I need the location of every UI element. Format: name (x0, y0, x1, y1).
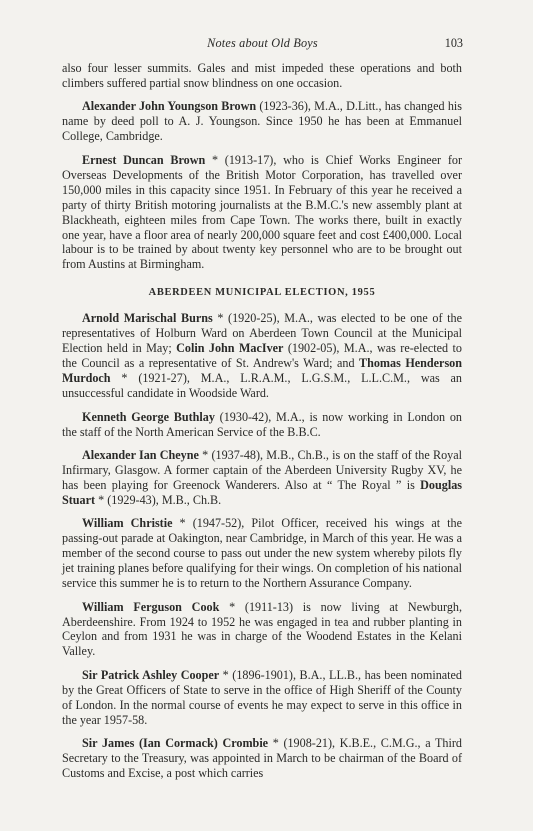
entry-cooper (62, 668, 462, 728)
entry-text: * (1921-27), M.A., L.R.A.M., L.G.S.M., L.L.C.M., was an unsuccessful candidate in Woodside Ward. (62, 371, 462, 401)
entry-text: * (1913-17), who is Chief Works Engineer for Overseas Developments of the British Motor Corporation, has travelled over 150,000 miles in this capacity since 1951. In February of this year he received a party of thirty British motoring journalists at the B.M.C.'s new assembly plant at Blackheath, eighteen miles from Cape Town. The works there, built in exactly one year, have a floor area of nearly 200,000 square feet and cost £400,000. Local labour is to be trained by about twenty key personnel who are to be brought out from Austins at Birmingham. (62, 152, 462, 272)
entry-text: (1923-36), M.A., D.Litt., has changed his name by deed poll to A. J. Youngson. Since 1950 he has been at Emmanuel College, Cambridge. (62, 99, 462, 144)
entry-text: * (1896-1901), B.A., LL.B., has been nominated by the Great Officers of State to serve in the office of High Sheriff of the County of London. In the normal course of events he may expect to serve in this office in the year 1957-58. (62, 667, 462, 727)
person-name: Ernest Duncan Brown (82, 152, 206, 167)
person-name: Kenneth George Buthlay (82, 409, 215, 424)
person-name: Alexander Ian Cheyne (82, 447, 199, 462)
section-heading: ABERDEEN MUNICIPAL ELECTION, 1955 (148, 287, 376, 299)
person-name: Arnold Marischal Burns (82, 311, 213, 326)
person-name: Alexander John Youngson Brown (82, 99, 257, 114)
entry-buthlay (62, 410, 462, 440)
entry-text: (1930-42), M.A., is now working in London on the staff of the North American Service of the B.B.C. (62, 409, 463, 439)
entry-brown-ed (62, 153, 462, 273)
person-name: Douglas Stuart (62, 477, 462, 507)
entry-brown-ajy (62, 99, 462, 144)
entry-christie (62, 516, 462, 591)
page-body (62, 61, 462, 790)
entry-text: (1902-05), M.A., was re-elected to the Council as a representative of St. Andrew's Ward; and (62, 341, 462, 371)
entry-election (62, 311, 462, 401)
person-name: William Ferguson Cook (82, 599, 220, 614)
entry-crombie (62, 736, 462, 781)
entry-text: * (1908-21), K.B.E., C.M.G., a Third Secretary to the Treasury, was appointed in March to be chairman of the Board of Customs and Excise, a post which carries (62, 736, 462, 781)
paragraph-text: also four lesser summits. Gales and mist impeded these operations and both climbers suffered partial snow blindness on one occasion. (62, 61, 462, 90)
entry-text: * (1937-48), M.B., Ch.B., is on the staff of the Royal Infirmary, Glasgow. A former captain of the Aberdeen University Rugby XV, he has been playing for Greenock Wanderers. Also at “ The Royal ” is (62, 447, 463, 492)
person-name: William Christie (82, 516, 173, 531)
person-name: Sir Patrick Ashley Cooper (82, 667, 220, 682)
entry-text: * (1920-25), M.A., was elected to be one of the representatives of Holburn Ward on Aberdeen Town Council at the Municipal Election held in May; (62, 311, 462, 356)
entry-cook (62, 600, 462, 660)
entry-text: * (1947-52), Pilot Officer, received his wings at the passing-out parade at Oakington, near Cambridge, in March of this year. He was a member of the second course to pass out under the new system whereby pilots fly jet training planes before qualifying for their wings. On completion of his national service this summer he is to return to the Northern Assurance Company. (62, 516, 462, 591)
entry-text: * (1929-43), M.B., Ch.B. (95, 492, 222, 507)
page-number: 103 (444, 36, 463, 50)
paragraph-continuation (62, 61, 462, 91)
page-header (62, 36, 463, 54)
person-name: Sir James (Ian Cormack) Crombie (82, 736, 269, 751)
person-name: Thomas Henderson Murdoch (62, 356, 462, 386)
entry-text: * (1911-13) is now living at Newburgh, Aberdeenshire. From 1924 to 1952 he was engaged in tea and rubber planting in Ceylon and from 1931 he was in charge of the Woodend Estates in the Kelani Valley. (62, 599, 463, 659)
person-name: Colin John MacIver (176, 341, 284, 356)
entry-cheyne (62, 448, 462, 508)
running-head: Notes about Old Boys (207, 36, 318, 50)
